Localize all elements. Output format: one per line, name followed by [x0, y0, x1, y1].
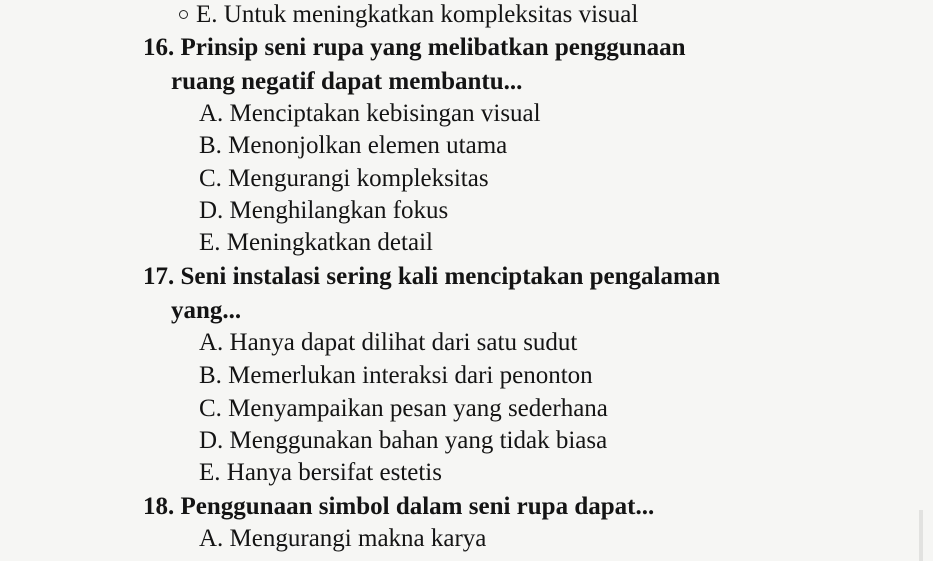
q16-option-b: B. Menonjolkan elemen utama [199, 132, 508, 159]
question-16-line-1: 16. Prinsip seni rupa yang melibatkan penggunaan [143, 34, 686, 61]
bullet-icon [179, 10, 188, 19]
question-18-line-1: 18. Penggunaan simbol dalam seni rupa dapat... [143, 493, 655, 520]
q16-option-e: E. Meningkatkan detail [199, 229, 433, 256]
q17-option-d: D. Menggunakan bahan yang tidak biasa [199, 427, 608, 454]
q17-option-a: A. Hanya dapat dilihat dari satu sudut [199, 329, 578, 356]
question-17-line-1: 17. Seni instalasi sering kali menciptakan pengalaman [143, 263, 721, 290]
question-17-line-2: yang... [171, 297, 242, 324]
q18-option-a: A. Mengurangi makna karya [199, 525, 487, 552]
q17-option-e: E. Hanya bersifat estetis [199, 459, 442, 486]
q16-option-d: D. Menghilangkan fokus [199, 197, 449, 224]
cut-off-line [200, 553, 560, 561]
q16-option-a: A. Menciptakan kebisingan visual [199, 100, 541, 127]
previous-option-text: E. Untuk meningkatkan kompleksitas visual [196, 1, 639, 28]
previous-option-e [179, 0, 638, 30]
q17-option-b: B. Memerlukan interaksi dari penonton [199, 362, 593, 389]
question-16-line-2: ruang negatif dapat membantu... [171, 68, 523, 95]
scrollbar[interactable] [919, 510, 923, 561]
q17-option-c: C. Menyampaikan pesan yang sederhana [199, 395, 608, 422]
q16-option-c: C. Mengurangi kompleksitas [199, 165, 489, 192]
